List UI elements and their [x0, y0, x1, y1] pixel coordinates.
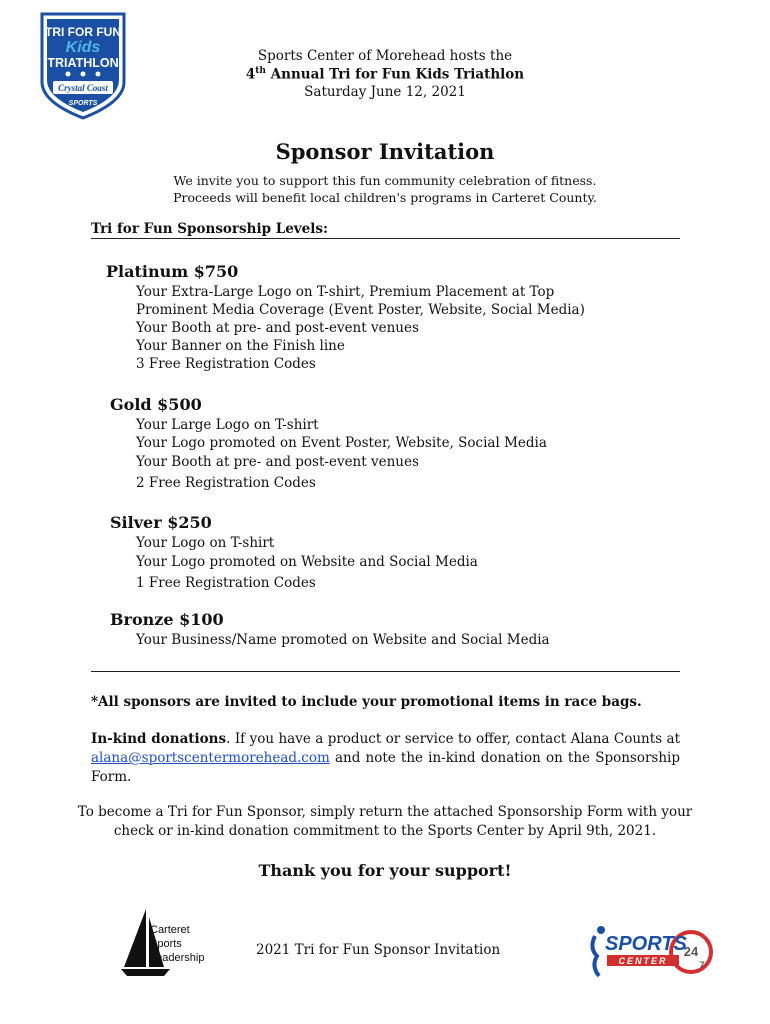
intro-line-1: We invite you to support this fun community celebration of fitness. [173, 173, 597, 188]
benefit-item: Your Extra-Large Logo on T-shirt, Premium Placement at Top [136, 284, 555, 300]
host-line: Sports Center of Morehead hosts the [257, 48, 513, 64]
svg-text:TRI FOR FUN: TRI FOR FUN [45, 25, 121, 39]
event-name [0, 66, 770, 83]
svg-text:Carteret: Carteret [150, 924, 190, 936]
benefit-item: Your Logo on T-shirt [136, 535, 275, 551]
svg-text:24: 24 [683, 944, 699, 959]
ordinal-number: 4 [245, 66, 256, 83]
divider [91, 671, 680, 672]
footnote: *All sponsors are invited to include your promotional items in race bags. [91, 694, 642, 710]
benefit-item: 2 Free Registration Codes [136, 475, 316, 491]
svg-text:TRIATHLON: TRIATHLON [47, 56, 119, 70]
benefit-item: 3 Free Registration Codes [136, 356, 316, 372]
svg-text:Leadership: Leadership [150, 952, 205, 964]
contact-email-link[interactable]: alana@sportscentermorehead.com [91, 750, 330, 766]
svg-text:CENTER: CENTER [618, 956, 668, 966]
benefit-item: Your Business/Name promoted on Website and Social Media [136, 632, 550, 648]
benefit-item: Your Booth at pre- and post-event venues [136, 320, 419, 336]
event-name-text: Annual Tri for Fun Kids Triathlon [265, 66, 525, 83]
benefit-item: Your Logo promoted on Website and Social Media [136, 554, 478, 570]
benefit-item: Your Large Logo on T-shirt [136, 417, 319, 433]
inkind-paragraph [91, 730, 680, 787]
svg-text:Sports: Sports [150, 938, 182, 950]
benefit-item: Your Logo promoted on Event Poster, Website, Social Media [136, 435, 547, 451]
page-title: Sponsor Invitation [275, 139, 495, 164]
ordinal-suffix: th [255, 66, 266, 76]
level-title-silver: Silver $250 [110, 513, 212, 532]
benefit-item: Prominent Media Coverage (Event Poster, Website, Social Media) [136, 302, 585, 318]
become-sponsor-paragraph [0, 803, 770, 841]
become-line-1: To become a Tri for Fun Sponsor, simply return the attached Sponsorship Form with your [77, 804, 693, 820]
benefit-item: Your Banner on the Finish line [136, 338, 345, 354]
levels-heading: Tri for Fun Sponsorship Levels: [91, 221, 328, 237]
level-title-platinum: Platinum $750 [106, 262, 239, 281]
svg-text:SPORTS: SPORTS [605, 933, 687, 955]
event-date: Saturday June 12, 2021 [304, 84, 466, 100]
footer-caption: 2021 Tri for Fun Sponsor Invitation [256, 942, 501, 958]
svg-text:Crystal Coast: Crystal Coast [58, 83, 108, 93]
divider [91, 238, 680, 239]
inkind-text: . If you have a product or service to offer, contact Alana Counts at [226, 731, 681, 747]
level-title-gold: Gold $500 [110, 395, 202, 414]
inkind-label: In-kind donations [91, 731, 227, 747]
carteret-sports-leadership-logo [118, 903, 230, 983]
sports-center-logo [585, 918, 717, 980]
svg-text:Kids: Kids [65, 39, 101, 56]
level-title-bronze: Bronze $100 [110, 610, 224, 629]
thank-you: Thank you for your support! [258, 861, 512, 880]
benefit-item: 1 Free Registration Codes [136, 575, 316, 591]
become-line-2: check or in-kind donation commitment to the Sports Center by April 9th, 2021. [113, 823, 657, 839]
svg-text:7: 7 [699, 960, 705, 970]
inkind-text-end: and note the in-kind donation on the Sponsorship Form. [91, 750, 680, 785]
benefit-item: Your Booth at pre- and post-event venues [136, 454, 419, 470]
intro-line-2: Proceeds will benefit local children's programs in Carteret County. [173, 190, 597, 205]
svg-text:SPORTS: SPORTS [68, 100, 98, 107]
